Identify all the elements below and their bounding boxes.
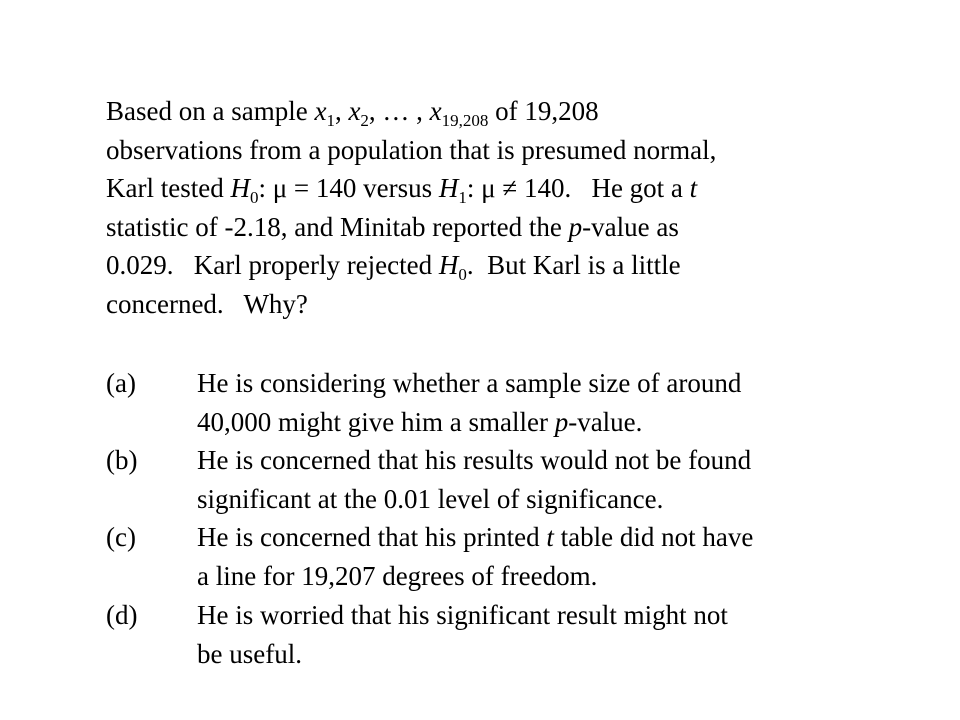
option-c-text: He is concerned that his printed t table did not have a line for 19,207 degrees of freedom. <box>197 522 754 591</box>
question-text <box>106 92 866 323</box>
option-b-label: (b) <box>106 445 138 475</box>
option-a-text: He is considering whether a sample size of around 40,000 might give him a smaller p-value. <box>197 368 742 437</box>
option-b-text: He is concerned that his results would not be found significant at the 0.01 level of significance. <box>197 445 752 514</box>
option-d-label: (d) <box>106 600 138 630</box>
question-line-4: statistic of -2.18, and Minitab reported the p-value as <box>106 211 679 242</box>
question-line-2: observations from a population that is presumed normal, <box>106 134 717 165</box>
question-line-6: concerned. Why? <box>106 288 308 319</box>
question-line-1: Based on a sample $x_1$, $x_2$, … , $x_{19,208}$ of 19,208 <box>106 96 599 130</box>
question-line-5: 0.029. Karl properly rejected $H_0$. But Karl is a little <box>106 250 681 284</box>
option-a-label: (a) <box>106 368 136 398</box>
option-c-label: (c) <box>106 522 136 552</box>
question-line-3: Karl tested $H_0$: μ = 140 versus $H_1$: μ ≠ 140. He got a t <box>106 173 698 207</box>
option-d-text: He is worried that his significant result might not be useful. <box>197 600 728 669</box>
